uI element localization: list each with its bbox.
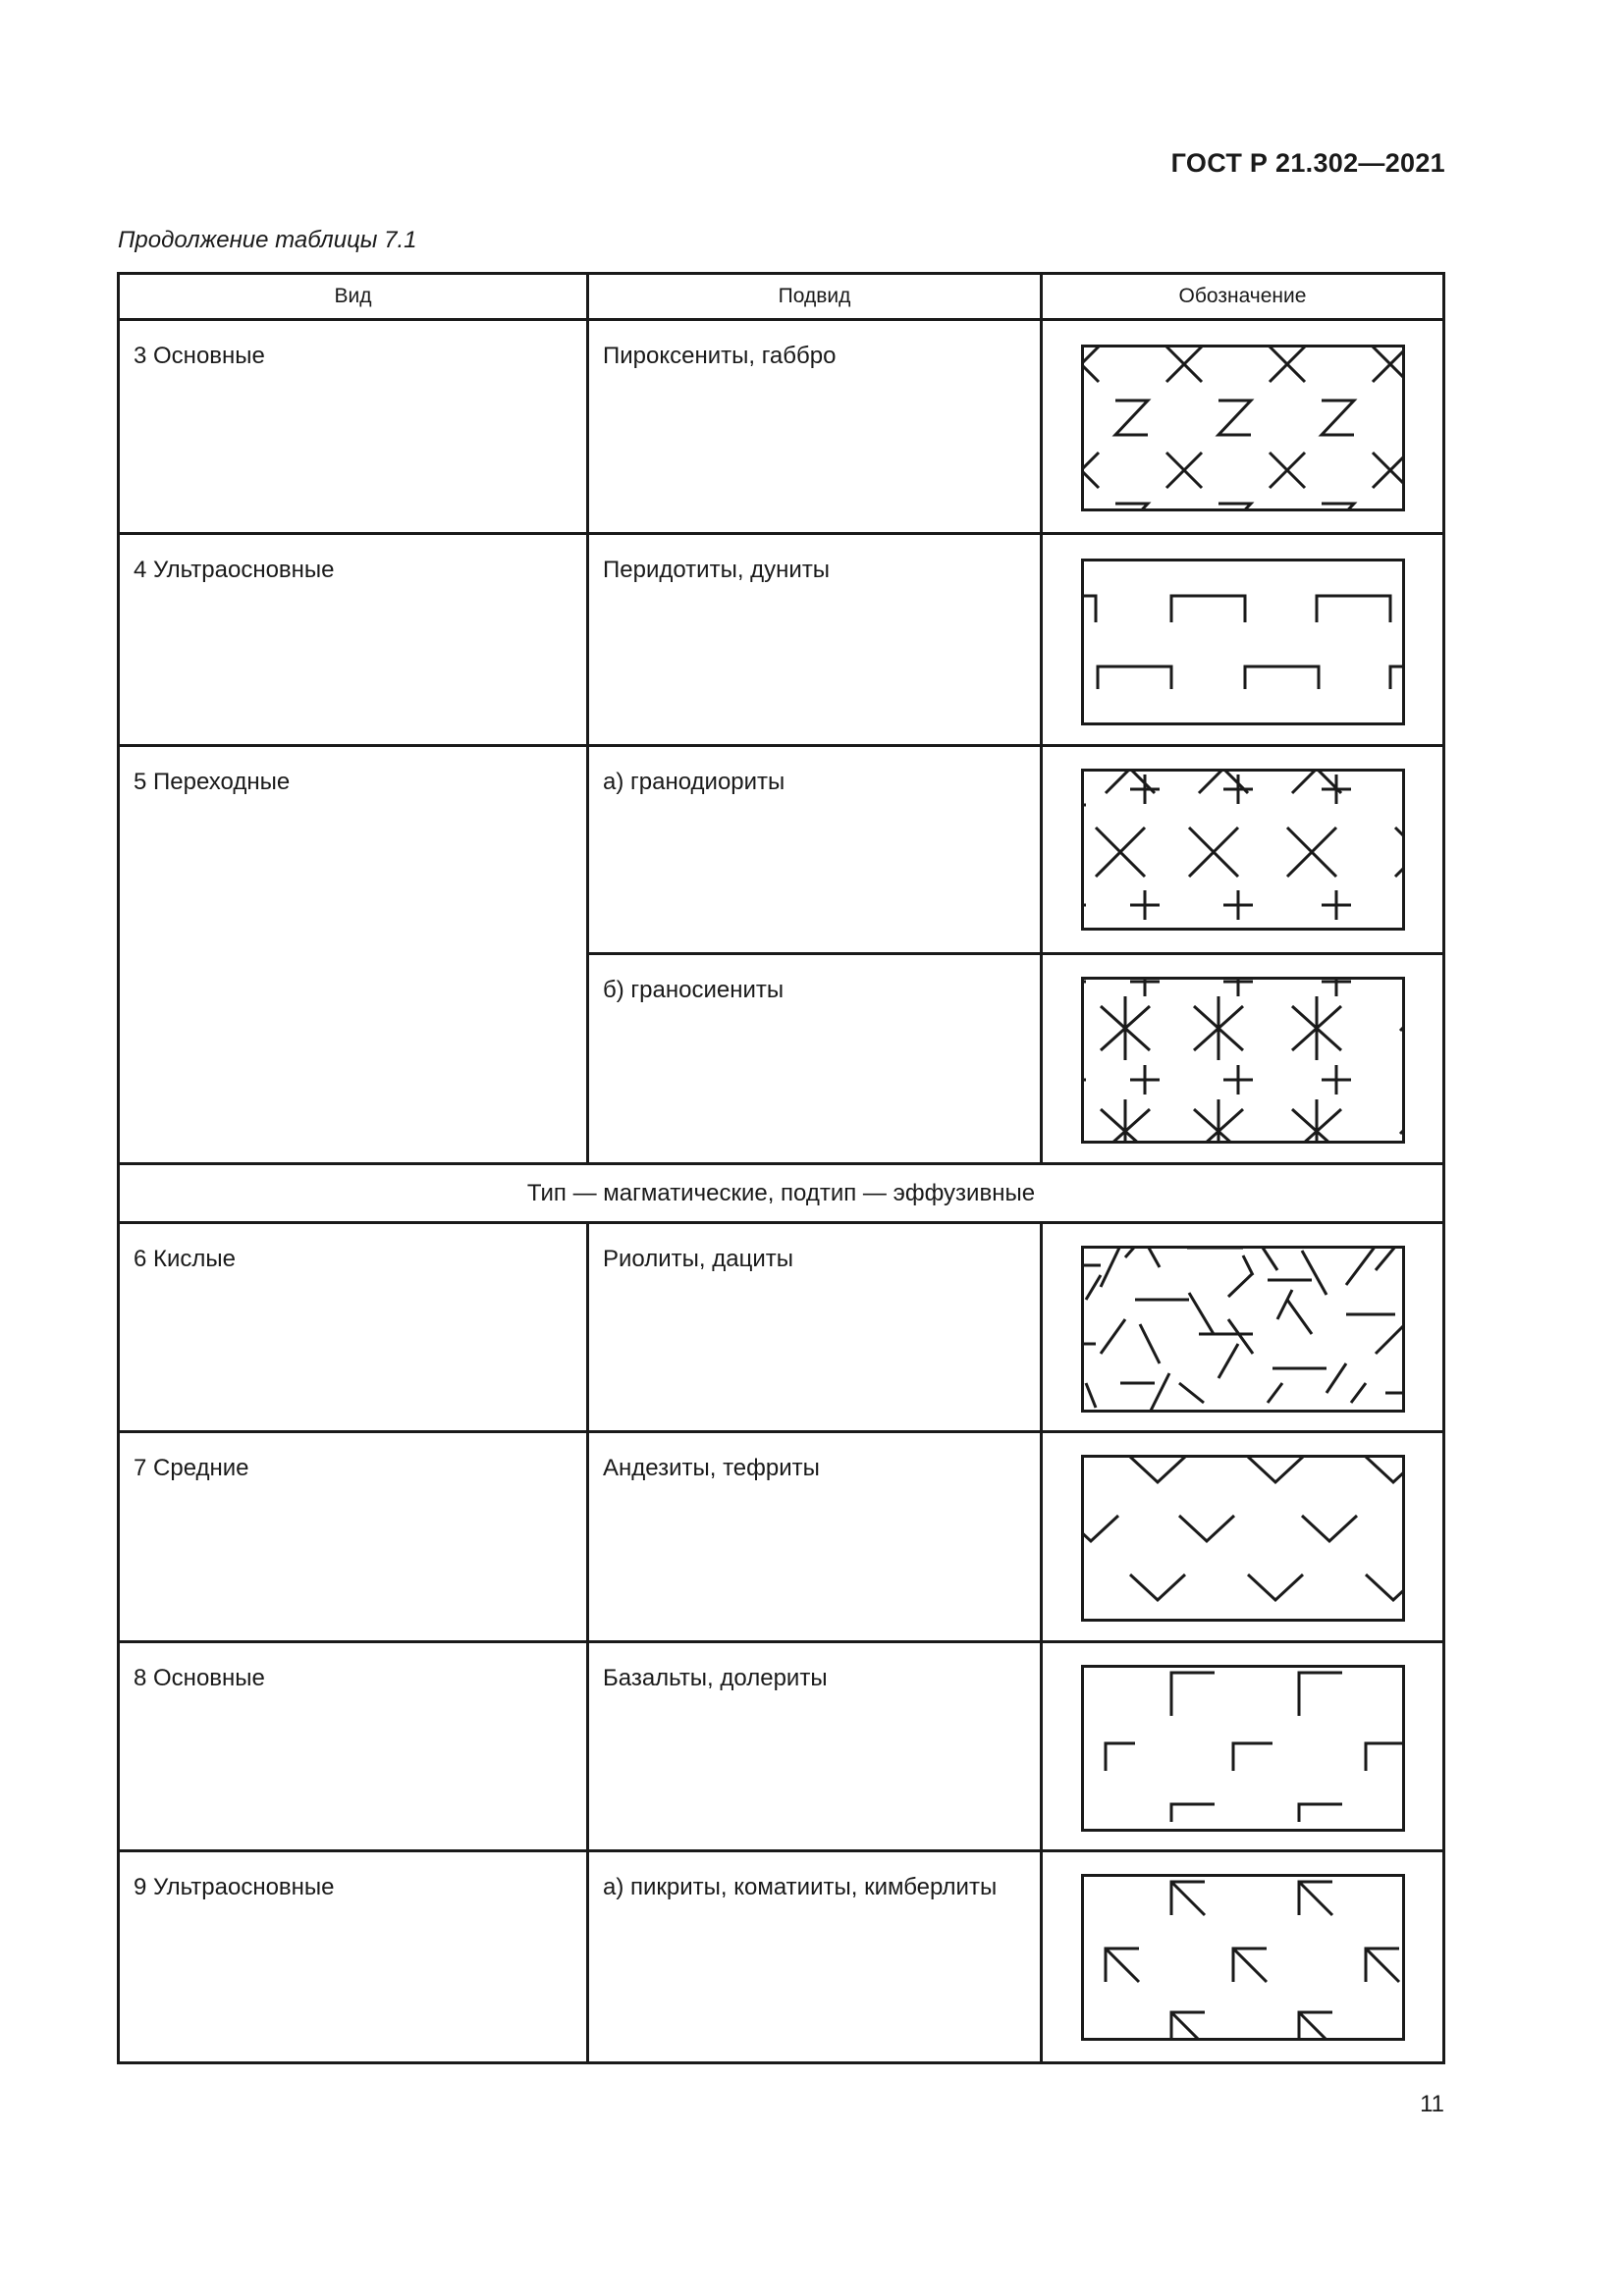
cell-symbol: [1042, 1642, 1444, 1851]
table-caption: Продолжение таблицы 7.1: [118, 227, 417, 253]
cell-symbol: [1042, 1432, 1444, 1642]
rock-symbols-table: [117, 272, 1445, 2064]
cell-symbol: [1042, 1851, 1444, 2063]
cell-podvid: Риолиты, дациты: [588, 1223, 1042, 1432]
pattern-picrite-komatiite-kimberlite-icon: [1081, 1874, 1405, 2041]
cell-vid: 5 Переходные: [119, 746, 588, 1164]
column-header-podvid: Подвид: [588, 274, 1042, 320]
table-row: [119, 1432, 1444, 1642]
cell-symbol: [1042, 954, 1444, 1164]
table-row: [119, 1851, 1444, 2063]
cell-podvid: а) пикриты, коматииты, кимберлиты: [588, 1851, 1042, 2063]
table-row: [119, 746, 1444, 954]
pattern-peridotite-dunite-icon: [1081, 559, 1405, 725]
cell-vid: 6 Кислые: [119, 1223, 588, 1432]
column-header-oboznachenie: Обозначение: [1042, 274, 1444, 320]
cell-vid: 8 Основные: [119, 1642, 588, 1851]
cell-vid: 4 Ультраосновные: [119, 534, 588, 746]
page-number: 11: [1420, 2091, 1444, 2117]
cell-podvid: б) граносиениты: [588, 954, 1042, 1164]
table-header-row: [119, 274, 1444, 320]
cell-podvid: Перидотиты, дуниты: [588, 534, 1042, 746]
document-code: ГОСТ Р 21.302—2021: [1170, 148, 1445, 178]
column-header-vid: Вид: [119, 274, 588, 320]
cell-podvid: Андезиты, тефриты: [588, 1432, 1042, 1642]
section-row: [119, 1164, 1444, 1223]
cell-vid: 7 Средние: [119, 1432, 588, 1642]
table-row: [119, 320, 1444, 534]
cell-symbol: [1042, 746, 1444, 954]
pattern-rhyolite-dacite-icon: [1081, 1246, 1405, 1413]
cell-symbol: [1042, 320, 1444, 534]
table-row: [119, 1223, 1444, 1432]
cell-podvid: а) гранодиориты: [588, 746, 1042, 954]
cell-symbol: [1042, 534, 1444, 746]
pattern-granodiorite-icon: [1081, 769, 1405, 931]
pattern-pyroxenite-gabbro-icon: [1081, 345, 1405, 511]
pattern-andesite-tephrite-icon: [1081, 1455, 1405, 1622]
table-row: [119, 534, 1444, 746]
cell-podvid: Базальты, долериты: [588, 1642, 1042, 1851]
pattern-granosyenite-icon: [1081, 977, 1405, 1144]
cell-vid: 3 Основные: [119, 320, 588, 534]
cell-symbol: [1042, 1223, 1444, 1432]
pattern-basalt-dolerite-icon: [1081, 1665, 1405, 1832]
cell-podvid: Пироксениты, габбро: [588, 320, 1042, 534]
cell-vid: 9 Ультраосновные: [119, 1851, 588, 2063]
section-title: Тип — магматические, подтип — эффузивные: [119, 1164, 1444, 1223]
table-row: [119, 1642, 1444, 1851]
